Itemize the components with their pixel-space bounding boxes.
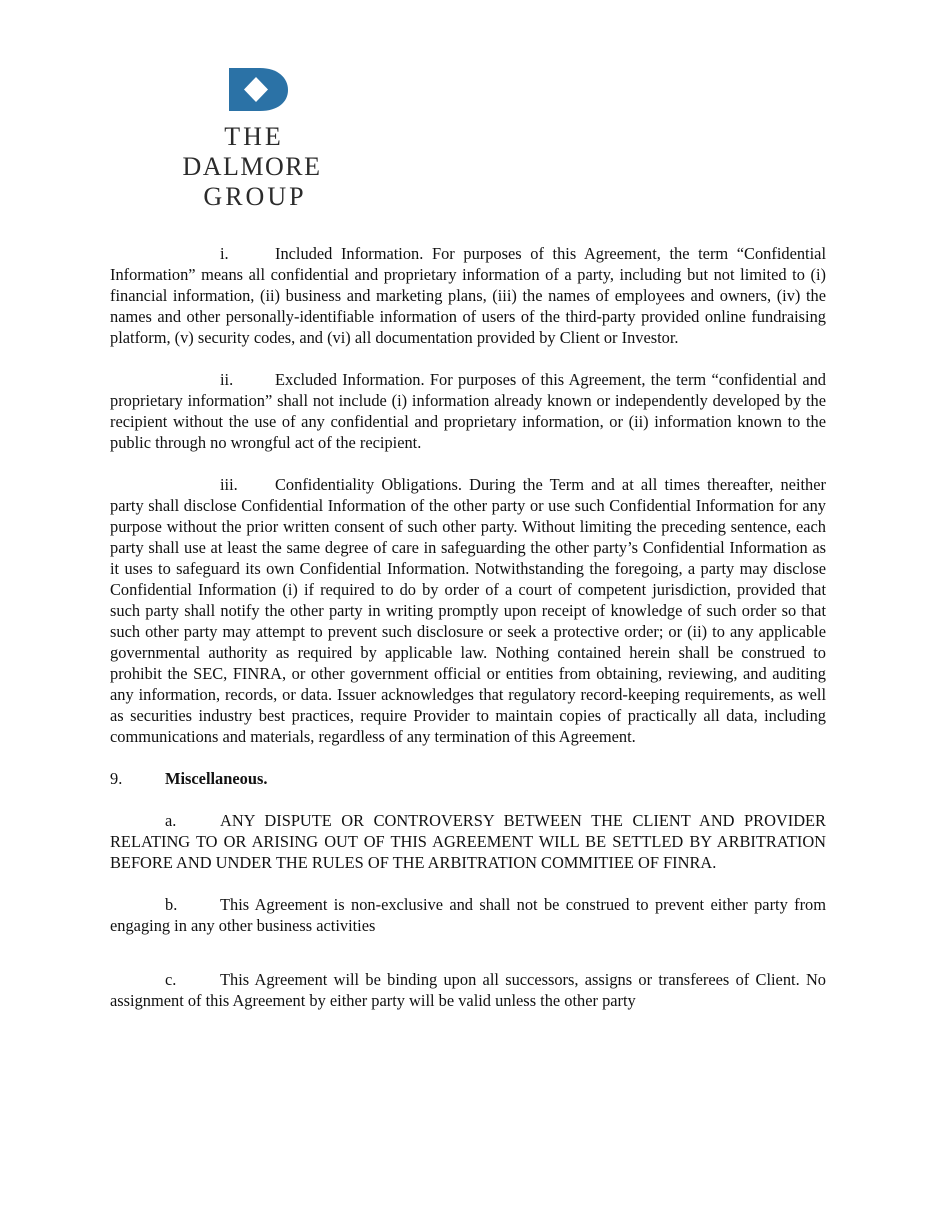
section-title: Miscellaneous. — [165, 769, 268, 788]
paragraph-number: ii. — [220, 370, 234, 389]
agreement-body — [110, 243, 826, 1032]
paragraph-text: This Agreement will be binding upon all successors, assigns or transferees of Client. No assignment of this Agreement by either party will be valid unless the other party — [110, 970, 826, 1010]
section-heading-miscellaneous — [110, 768, 826, 789]
paragraph-a-arbitration — [110, 810, 826, 873]
paragraph-number: b. — [165, 895, 178, 914]
paragraph-number: a. — [165, 811, 177, 830]
paragraph-text: ANY DISPUTE OR CONTROVERSY BETWEEN THE CLIENT AND PROVIDER RELATING TO OR ARISING OUT OF THIS AGREEMENT WILL BE SETTLED BY ARBITRATION BEFORE AND UNDER THE RULES OF THE ARBITRATION COMMITIEE OF FINRA. — [110, 811, 826, 872]
paragraph-number: i. — [220, 244, 229, 263]
paragraph-b-non-exclusive — [110, 894, 826, 936]
section-number: 9. — [110, 769, 123, 788]
paragraph-confidentiality-obligations — [110, 474, 826, 747]
paragraph-text: Excluded Information. For purposes of this Agreement, the term “confidential and proprietary information” shall not include (i) information already known or independently developed by the recipient without the use of any confidential and proprietary information, or (ii) information known to the public through no wrongful act of the recipient. — [110, 370, 826, 452]
paragraph-included-information — [110, 243, 826, 348]
paragraph-text: Included Information. For purposes of this Agreement, the term “Confidential Information” means all confidential and proprietary information of a party, including but not limited to (i) financial information, (ii) business and marketing plans, (iii) the names of employees and owners, (iv) the names and other personally-identifiable information of users of the third-party provided online fundraising platform, (v) security codes, and (vi) all documentation provided by Client or Investor. — [110, 244, 826, 347]
paragraph-c-binding — [110, 969, 826, 1011]
paragraph-text: Confidentiality Obligations. During the Term and at all times thereafter, neither party shall disclose Confidential Information of the other party or use such Confidential Information for any purpose without the prior written consent of such other party. Without limiting the preceding sentence, each party shall use at least the same degree of care in safeguarding the other party’s Confidential Information as it uses to safeguard its own Confidential Information. Notwithstanding the foregoing, a party may disclose Confidential Information (i) if required to do by order of a court of competent jurisdiction, provided that such party shall notify the other party in writing promptly upon receipt of knowledge of such order so that such other party may attempt to prevent such disclosure or seek a protective order; or (ii) to any applicable governmental authority as required by applicable law. Nothing contained herein shall be construed to prohibit the SEC, FINRA, or other government official or entities from obtaining, reviewing, and auditing any information, records, or data. Issuer acknowledges that regulatory record-keeping requirements, as well as securities industry best practices, require Provider to maintain copies of practically all data, including communications and materials, regardless of any termination of this Agreement. — [110, 475, 826, 746]
logo-line-the: THE — [224, 122, 284, 151]
spacer — [110, 957, 826, 969]
paragraph-excluded-information — [110, 369, 826, 453]
logo-line-dalmore: DALMORE — [182, 152, 322, 181]
paragraph-text: This Agreement is non-exclusive and shall not be construed to prevent either party from engaging in any other business activities — [110, 895, 826, 935]
dalmore-logo — [160, 64, 345, 214]
dalmore-logo-graphic — [160, 64, 345, 214]
paragraph-number: iii. — [220, 475, 238, 494]
logo-line-group: GROUP — [203, 182, 307, 211]
paragraph-number: c. — [165, 970, 177, 989]
